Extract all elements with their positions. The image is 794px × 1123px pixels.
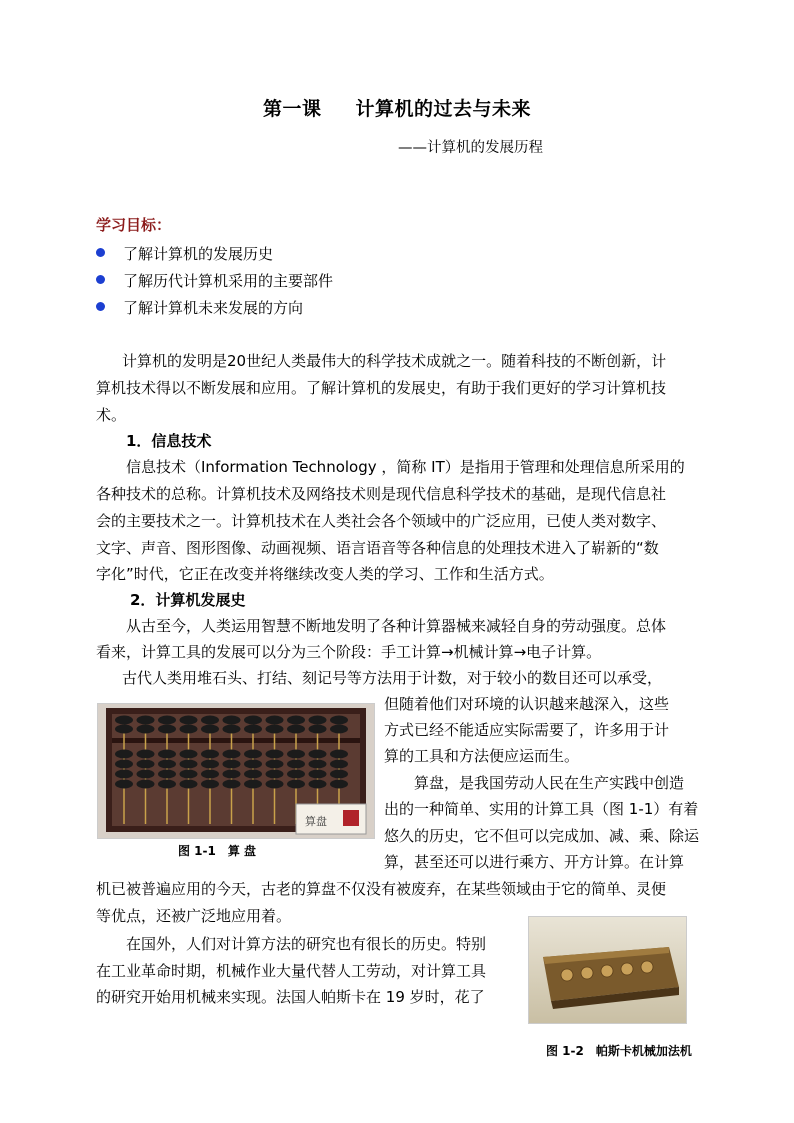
page-title	[0, 94, 794, 121]
intro-line: 算机技术得以不断发展和应用。了解计算机的发展史，有助于我们更好的学习计算机技	[96, 379, 667, 397]
section2-left-line: 在工业革命时期，机械作业大量代替人工劳动，对计算工具	[96, 962, 487, 980]
section2-right-line: 算，甚至还可以进行乘方、开方计算。在计算	[384, 853, 685, 871]
section2-line: 古代人类用堆石头、打结、刻记号等方法用于计数，对于较小的数目还可以承受，	[122, 669, 663, 687]
section-heading-info-tech: 1．信息技术	[126, 432, 212, 450]
section2-right-line: 悠久的历史，它不但可以完成加、减、乘、除运	[384, 827, 700, 845]
pascaline-photo	[528, 916, 687, 1024]
goal-item: 了解计算机未来发展的方向	[96, 297, 303, 318]
section2-line: 等优点，还被广泛地应用着。	[96, 907, 292, 925]
lesson-name: 计算机的过去与未来	[355, 98, 532, 120]
section2-left-line: 在国外，人们对计算方法的研究也有很长的历史。特别	[126, 935, 487, 953]
section1-line: 会的主要技术之一。计算机技术在人类社会各个领域中的广泛应用，已使人类对数字、	[96, 512, 667, 530]
section2-line: 机已被普遍应用的今天，古老的算盘不仅没有被废弃，在某些领域由于它的简单、灵便	[96, 880, 667, 898]
lesson-number: 第一课	[262, 98, 322, 120]
bullet-icon	[96, 248, 105, 257]
intro-line: 术。	[96, 406, 127, 424]
figure-caption-1: 图 1-1 算 盘	[178, 844, 257, 858]
bullet-icon	[96, 302, 105, 311]
section1-line: 信息技术（Information Technology ，简称 IT）是指用于管理和处理信息所采用的	[126, 458, 685, 476]
goal-item: 了解历代计算机采用的主要部件	[96, 270, 333, 291]
abacus-image	[98, 704, 374, 838]
abacus-stamp: 算盘	[305, 815, 327, 828]
pascaline-image	[529, 917, 686, 1023]
section1-line: 各种技术的总称。计算机技术及网络技术则是现代信息科学技术的基础，是现代信息社	[96, 485, 667, 503]
page-subtitle: ——计算机的发展历程	[398, 140, 543, 156]
figure-caption-2: 图 1-2 帕斯卡机械加法机	[546, 1044, 692, 1058]
goal-item: 了解计算机的发展历史	[96, 243, 273, 264]
bullet-icon	[96, 275, 105, 284]
section2-line: 看来，计算工具的发展可以分为三个阶段：手工计算→机械计算→电子计算。	[96, 643, 602, 661]
section2-right-line: 出的一种简单、实用的计算工具（图 1-1）有着	[384, 800, 699, 818]
section2-line: 从古至今，人类运用智慧不断地发明了各种计算器械来减轻自身的劳动强度。总体	[126, 617, 667, 635]
intro-line: 计算机的发明是20世纪人类最伟大的科学技术成就之一。随着科技的不断创新，计	[122, 352, 667, 370]
section2-right-line: 算盘，是我国劳动人民在生产实践中创造	[414, 774, 685, 792]
section1-line: 文字、声音、图形图像、动画视频、语言语音等各种信息的处理技术进入了崭新的“数	[96, 539, 659, 557]
goals-heading: 学习目标：	[96, 216, 172, 234]
abacus-photo	[97, 703, 375, 839]
section-heading-history: 2．计算机发展史	[130, 591, 246, 609]
section2-left-line: 的研究开始用机械来实现。法国人帕斯卡在 19 岁时，花了	[96, 988, 485, 1006]
section2-right-line: 算的工具和方法便应运而生。	[384, 747, 580, 765]
section2-right-line: 方式已经不能适应实际需要了，许多用于计	[384, 721, 670, 739]
section2-right-line: 但随着他们对环境的认识越来越深入，这些	[384, 695, 670, 713]
section1-line: 字化”时代，它正在改变并将继续改变人类的学习、工作和生活方式。	[96, 565, 554, 583]
